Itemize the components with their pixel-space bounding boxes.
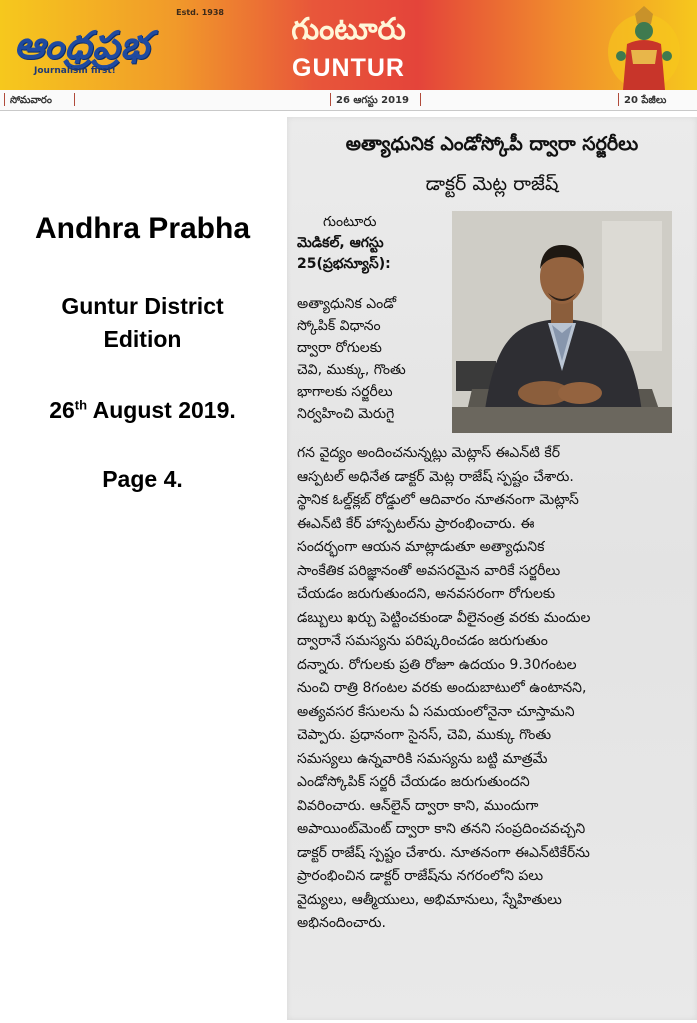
issue-info-strip xyxy=(0,90,697,111)
strip-divider xyxy=(4,93,5,106)
body-line: వైద్యులు, ఆత్మీయులు, అభిమానులు, స్నేహితులు xyxy=(297,891,562,908)
strip-divider xyxy=(74,93,75,106)
body-line: అభినందించారు. xyxy=(297,915,386,931)
dateline-line: గుంటూరు xyxy=(323,214,377,230)
body-line: సందర్భంగా ఆయన మాట్లాడుతూ అత్యాధునిక xyxy=(297,539,545,555)
deity-illustration-icon xyxy=(599,4,689,90)
city-name-english: GUNTUR xyxy=(292,54,405,82)
strip-divider xyxy=(420,93,421,106)
body-line: గన వైద్యం అందించనున్నట్లు మెట్లాస్ ఈఎన్‌టి కేర్ xyxy=(297,445,561,461)
article-body xyxy=(297,442,689,936)
body-line: చేయడం జరుగుతుందని, అనవసరంగా రోగులకు xyxy=(297,586,556,602)
article-clipping xyxy=(287,117,697,1020)
body-line: సాంకేతిక పరిజ్ఞానంతో అవసరమైన వారికే సర్జరీలు xyxy=(297,562,561,579)
established-label: Estd. 1938 xyxy=(176,8,224,17)
caption-date-suffix: th xyxy=(74,397,88,413)
body-line: ద్వారానే సమస్యను పరిష్కరించడం జరుగుతుం xyxy=(297,633,548,649)
issue-day: సోమవారం xyxy=(10,95,52,106)
city-name-telugu: గుంటూరు xyxy=(291,12,406,47)
body-line: ఆస్పటల్ అధినేత డాక్టర్ మెట్ల రాజేష్ స్పష్టం చేశారు. xyxy=(297,468,574,485)
caption-date-day: 26 xyxy=(49,397,75,423)
intro-line: ద్వారా రోగులకు xyxy=(297,340,382,356)
dateline-line: 25(ప్రభన్యూస్): xyxy=(297,256,391,272)
article-intro xyxy=(297,293,457,425)
body-line: డబ్బులు ఖర్చు పెట్టించకుండా వీలైనంత్ర వరకు మందుల xyxy=(297,609,591,626)
strip-divider xyxy=(618,93,619,106)
body-line: స్థానిక ఓల్డ్‌క్లబ్ రోడ్డులో ఆదివారం నూతనంగా మెట్లాస్ xyxy=(297,492,579,508)
intro-line: చెవి, ముక్కు, గొంతు xyxy=(297,362,406,378)
body-line: డాక్టర్ రాజేష్ స్పష్టం చేశారు. నూతనంగా ఈఎన్‌టికేర్‌ను xyxy=(297,844,590,861)
page-count: 20 పేజీలు xyxy=(624,95,667,106)
body-line: అత్యవసర కేసులను ఏ సమయంలోనైనా చూస్తామని xyxy=(297,703,575,720)
body-line: నుంచి రాత్రి 8గంటల వరకు అందుబాటులో ఉంటానని, xyxy=(297,680,587,696)
body-line: ఎండోస్కోపిక్ సర్జరీ చేయడం జరుగుతుందని xyxy=(297,774,530,790)
article-subheadline: డాక్టర్ మెట్ల రాజేష్ xyxy=(425,173,559,195)
caption-edition-line: Guntur District xyxy=(61,293,224,319)
body-line: చెప్పారు. ప్రధానంగా సైనస్, చెవి, ముక్కు గొంతు xyxy=(297,727,552,743)
body-line: దన్నారు. రోగులకు ప్రతి రోజూ ఉదయం 9.30గంటల xyxy=(297,656,577,673)
body-line: వివరించారు. ఆన్‌లైన్ ద్వారా కాని, ముందుగా xyxy=(297,797,539,814)
body-line: అపాయింట్‌మెంట్ ద్వారా కాని తనని సంప్రదించవచ్చని xyxy=(297,821,586,837)
article-headline: అత్యాధునిక ఎండోస్కోపీ ద్వారా సర్జరీలు xyxy=(345,133,639,155)
doctor-photo xyxy=(452,211,672,433)
issue-date: 26 ఆగస్టు 2019 xyxy=(336,95,410,106)
caption-page-number: Page 4. xyxy=(102,466,183,492)
newspaper-masthead xyxy=(0,0,697,90)
logo-tagline: Journalism first! xyxy=(34,66,116,76)
caption-edition xyxy=(0,290,285,356)
strip-divider xyxy=(330,93,331,106)
article-dateline xyxy=(297,212,462,275)
caption-edition-line: Edition xyxy=(103,326,182,352)
body-line: ఈఎన్‌టి కేర్ హాస్పటల్‌ను ప్రారంభించారు. ఈ xyxy=(297,515,535,532)
body-line: సమస్యలు ఉన్నవారికి సమస్యను బట్టి మాత్రమే xyxy=(297,750,548,767)
logo-wordmark: ఆంధ్రప్రభ xyxy=(14,22,150,67)
caption-newspaper-name: Andhra Prabha xyxy=(34,212,251,245)
intro-line: భాగాలకు సర్జరీలు xyxy=(297,384,393,400)
caption-date-rest: August 2019. xyxy=(87,397,236,423)
intro-line: నిర్వహించి మెరుగై xyxy=(297,406,395,422)
dateline-line: మెడికల్, ఆగస్టు xyxy=(297,235,384,251)
intro-line: స్కోపిక్ విధానం xyxy=(297,318,381,334)
caption-date xyxy=(0,397,285,424)
intro-line: అత్యాధునిక ఎండో xyxy=(297,296,397,312)
body-line: ప్రారంభించిన డాక్టర్ రాజేష్‌ను నగరంలోని పలు xyxy=(297,868,544,884)
